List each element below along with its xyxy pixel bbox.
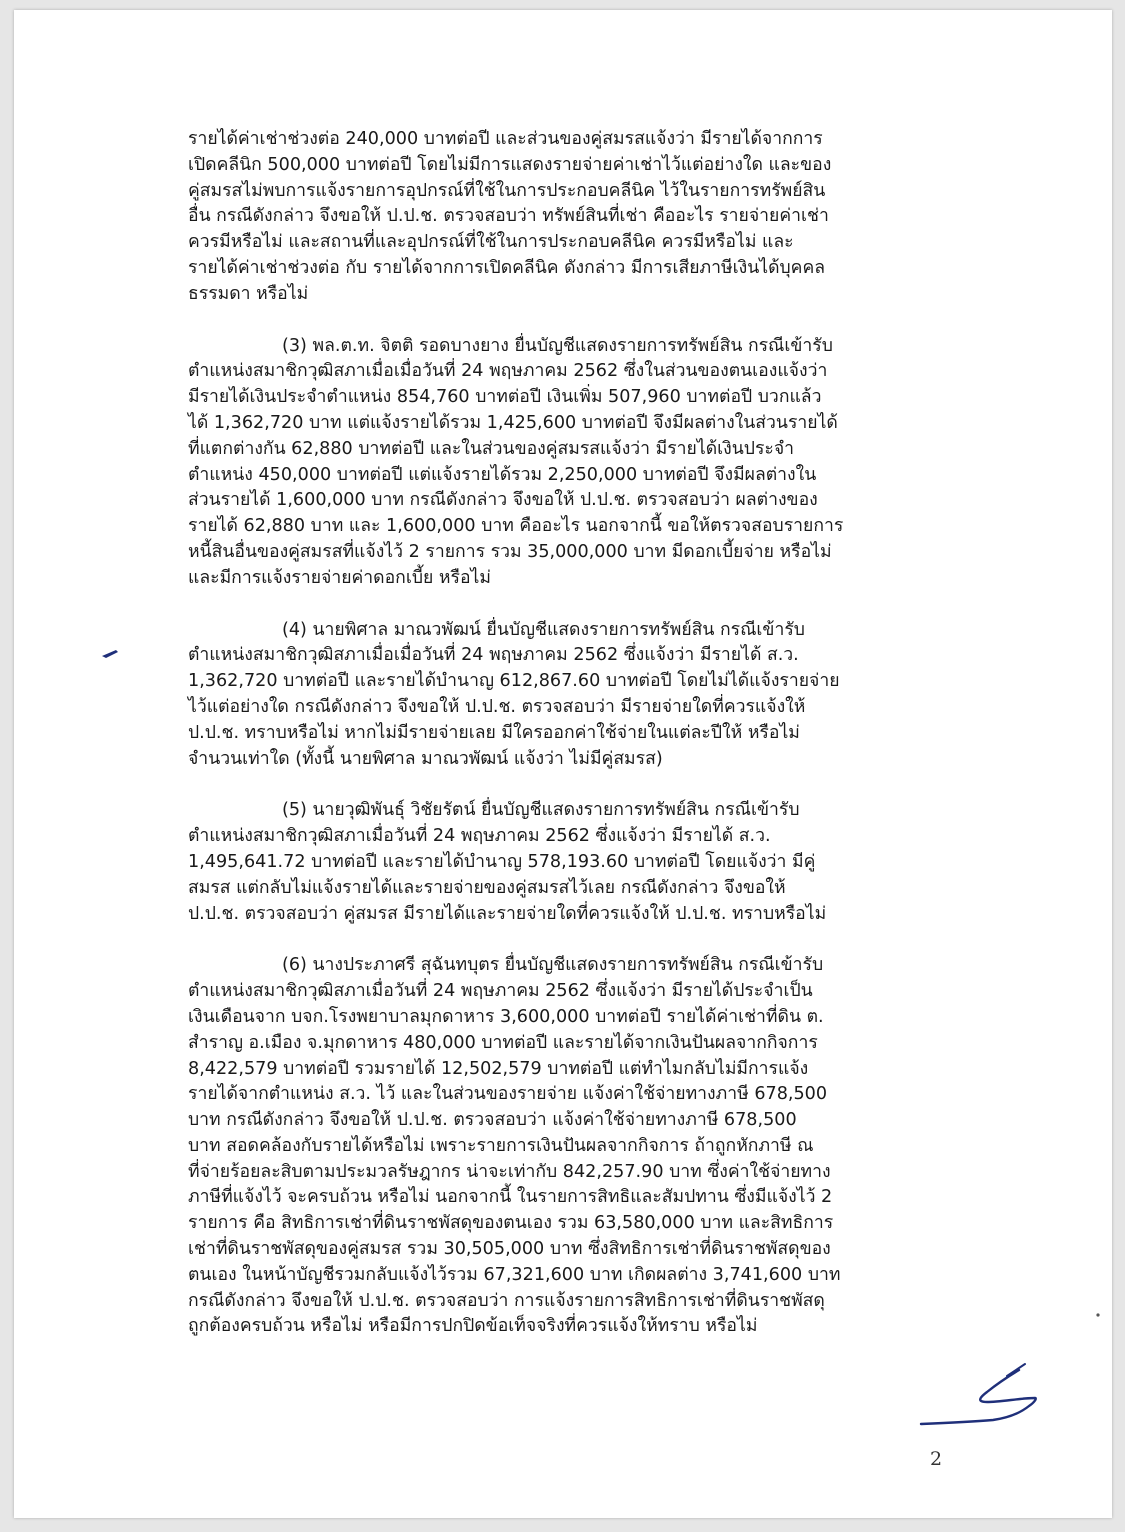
page-number: 2 xyxy=(930,1448,943,1470)
paragraph-item-3: (3) พล.ต.ท. จิตติ รอดบางยาง ยื่นบัญชีแสดงรายการทรัพย์สิน กรณีเข้ารับ ตำแหน่งสมาชิกวุฒิสภาเมื่อเมื่อวันที่ 24 พฤษภาคม 2562 ซึ่งในส่วนของตนเองแจ้งว่า มีรายได้เงินประจำตำแหน่ง 854,760 บาทต่อปี เงินเพิ่ม 507,960 บาทต่อปี บวกแล้ว ได้ 1,362,720 บาท แต่แจ้งรายได้รวม 1,425,600 บาทต่อปี จึงมีผลต่างในส่วนรายได้ ที่แตกต่างกัน 62,880 บาทต่อปี และในส่วนของคู่สมรสแจ้งว่า มีรายได้เงินประจำ ตำแหน่ง 450,000 บาทต่อปี แต่แจ้งรายได้รวม 2,250,000 บาทต่อปี จึงมีผลต่างใน ส่วนรายได้ 1,600,000 บาท กรณีดังกล่าว จึงขอให้ ป.ป.ช. ตรวจสอบว่า ผลต่างของ รายได้ 62,880 บาท และ 1,600,000 บาท คืออะไร นอกจากนี้ ขอให้ตรวจสอบรายการ หนี้สินอื่นของคู่สมรสที่แจ้งไว้ 2 รายการ รวม 35,000,000 บาท มีดอกเบี้ยจ่าย หรือไม่ และมีการแจ้งรายจ่ายค่าดอกเบี้ย หรือไม่ xyxy=(188,335,844,588)
paragraph-item-5: (5) นายวุฒิพันธุ์ วิชัยรัตน์ ยื่นบัญชีแสดงรายการทรัพย์สิน กรณีเข้ารับ ตำแหน่งสมาชิกวุฒิสภาเมื่อวันที่ 24 พฤษภาคม 2562 ซึ่งแจ้งว่า มีรายได้ ส.ว. 1,495,641.72 บาทต่อปี และรายได้บำนาญ 578,193.60 บาทต่อปี โดยแจ้งว่า มีคู่ สมรส แต่กลับไม่แจ้งรายได้และรายจ่ายของคู่สมรสไว้เลย กรณีดังกล่าว จึงขอให้ ป.ป.ช. ตรวจสอบว่า คู่สมรส มีรายได้และรายจ่ายใดที่ควรแจ้งให้ ป.ป.ช. ทราบหรือไม่ xyxy=(188,800,827,924)
paragraph-item-6: (6) นางประภาศรี สุฉันทบุตร ยื่นบัญชีแสดงรายการทรัพย์สิน กรณีเข้ารับ ตำแหน่งสมาชิกวุฒิสภาเมื่อวันที่ 24 พฤษภาคม 2562 ซึ่งแจ้งว่า มีรายได้ประจำเป็น เงินเดือนจาก บจก.โรงพยาบาลมุกดาหาร 3,600,000 บาทต่อปี รายได้ค่าเช่าที่ดิน ต. สำราญ อ.เมือง จ.มุกดาหาร 480,000 บาทต่อปี และรายได้จากเงินปันผลจากกิจการ 8,422,579 บาทต่อปี รวมรายได้ 12,502,579 บาทต่อปี แต่ทำไมกลับไม่มีการแจ้ง รายได้จากตำแหน่ง ส.ว. ไว้ และในส่วนของรายจ่าย แจ้งค่าใช้จ่ายทางภาษี 678,500 บาท กรณีดังกล่าว จึงขอให้ ป.ป.ช. ตรวจสอบว่า แจ้งค่าใช้จ่ายทางภาษี 678,500 บาท สอดคล้องกับรายได้หรือไม่ เพราะรายการเงินปันผลจากกิจการ ถ้าถูกหักภาษี ณ ที่จ่ายร้อยละสิบตามประมวลรัษฎากร น่าจะเท่ากับ 842,257.90 บาท ซึ่งค่าใช้จ่ายทาง ภาษีที่แจ้งไว้ จะครบถ้วน หรือไม่ นอกจากนี้ ในรายการสิทธิและสัมปทาน ซึ่งมีแจ้งไว้ 2 รายการ คือ สิทธิการเช่าที่ดินราชพัสดุของตนเอง รวม 63,580,000 บาท และสิทธิการ เช่าที่ดินราชพัสดุของคู่สมรส รวม 30,505,000 บาท ซึ่งสิทธิการเช่าที่ดินราชพัสดุของ ตนเอง ในหน้าบัญชีรวมกลับแจ้งไว้รวม 67,321,600 บาท เกิดผลต่าง 3,741,600 บาท กรณีดังกล่าว จึงขอให้ ป.ป.ช. ตรวจสอบว่า การแจ้งรายการสิทธิการเช่าที่ดินราชพัสดุ ถูกต้องครบถ้วน หรือไม่ หรือมีการปกปิดข้อเท็จจริงที่ควรแจ้งให้ทราบ หรือไม่ xyxy=(188,955,841,1337)
paragraph-continuation: รายได้ค่าเช่าช่วงต่อ 240,000 บาทต่อปี และส่วนของคู่สมรสแจ้งว่า มีรายได้จากการ เปิดคลีนิก 500,000 บาทต่อปี โดยไม่มีการแสดงรายจ่ายค่าเช่าไว้แต่อย่างใด และของ คู่สมรสไม่พบการแจ้งรายการอุปกรณ์ที่ใช้ในการประกอบคลีนิค ไว้ในรายการทรัพย์สิน อื่น กรณีดังกล่าว จึงขอให้ ป.ป.ช. ตรวจสอบว่า ทรัพย์สินที่เช่า คืออะไร รายจ่ายค่าเช่า ควรมีหรือไม่ และสถานที่และอุปกรณ์ที่ใช้ในการประกอบคลีนิค ควรมีหรือไม่ และ รายได้ค่าเช่าช่วงต่อ กับ รายได้จากการเปิดคลีนิค ดังกล่าว มีการเสียภาษีเงินได้บุคคล ธรรมดา หรือไม่ xyxy=(188,129,832,304)
document-body xyxy=(188,127,958,1366)
document-page xyxy=(14,10,1112,1518)
paragraph-item-4: (4) นายพิศาล มาณวพัฒน์ ยื่นบัญชีแสดงรายการทรัพย์สิน กรณีเข้ารับ ตำแหน่งสมาชิกวุฒิสภาเมื่อเมื่อวันที่ 24 พฤษภาคม 2562 ซึ่งแจ้งว่า มีรายได้ ส.ว. 1,362,720 บาทต่อปี และรายได้บำนาญ 612,867.60 บาทต่อปี โดยไม่ได้แจ้งรายจ่าย ไว้แต่อย่างใด กรณีดังกล่าว จึงขอให้ ป.ป.ช. ตรวจสอบว่า มีรายจ่ายใดที่ควรแจ้งให้ ป.ป.ช. ทราบหรือไม่ หากไม่มีรายจ่ายเลย มีใครออกค่าใช้จ่ายในแต่ละปีให้ หรือไม่ จำนวนเท่าใด (ทั้งนี้ นายพิศาล มาณวพัฒน์ แจ้งว่า ไม่มีคู่สมรส) xyxy=(188,619,840,769)
ink-dot-icon xyxy=(1093,1310,1103,1320)
signature-icon xyxy=(909,1362,1059,1442)
ink-mark-icon xyxy=(98,642,128,662)
